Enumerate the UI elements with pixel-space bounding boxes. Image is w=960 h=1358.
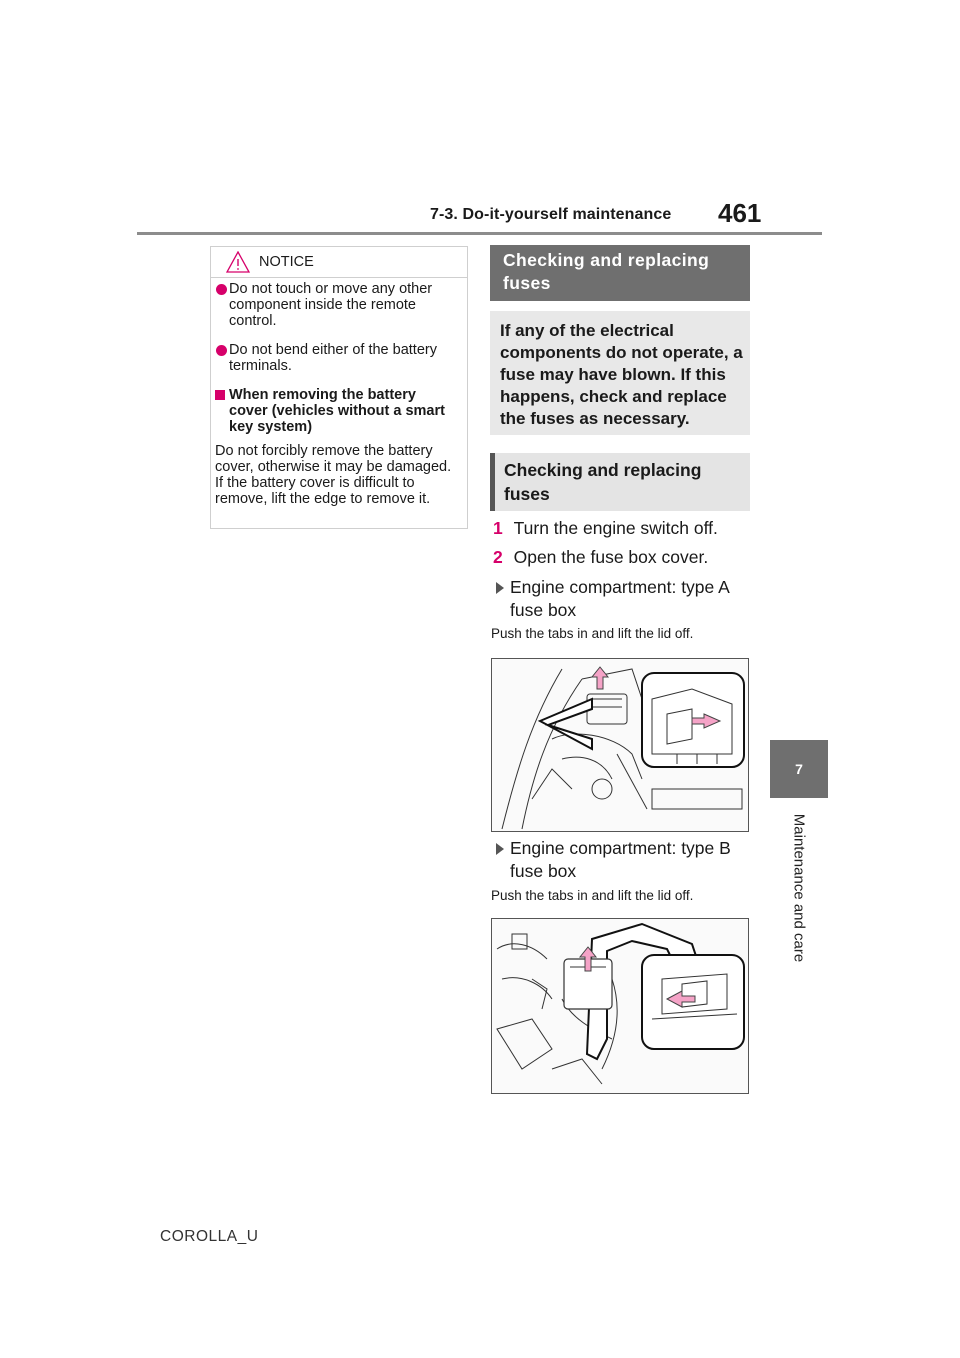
section-title-banner: Checking and replacing fuses: [490, 245, 750, 301]
header-rule: [137, 232, 822, 235]
item-caption: Push the tabs in and lift the lid off.: [491, 626, 694, 641]
subsection-title-banner: Checking and replacing fuses: [490, 453, 750, 511]
notice-subheading: When removing the battery cover (vehicles without a smart key system): [229, 387, 445, 435]
section-lead: If any of the electrical components do not operate, a fuse may have blown. If this happens, check and replace the fuses as necessary.: [490, 311, 750, 435]
step-text: Turn the engine switch off.: [513, 518, 718, 538]
step-number: 2: [493, 547, 503, 567]
item-type-b: Engine compartment: type B fuse box: [510, 838, 731, 881]
notice-bullet: Do not bend either of the battery terminals.: [229, 342, 437, 374]
item-type-a: Engine compartment: type A fuse box: [510, 577, 729, 620]
notice-box: [210, 246, 468, 529]
bullet-square-icon: [215, 390, 225, 400]
fuse-box-b-illustration: [491, 918, 749, 1094]
page-number: 461: [718, 198, 762, 228]
triangle-arrow-icon: [496, 843, 504, 855]
bullet-circle-icon: [216, 345, 227, 356]
engine-compartment-a-drawing: [492, 659, 748, 831]
notice-label: NOTICE: [259, 254, 314, 270]
chapter-title: Maintenance and care: [790, 813, 808, 963]
chapter-tab[interactable]: 7: [770, 740, 828, 798]
fuse-box-a-illustration: [491, 658, 749, 832]
step-2: [493, 547, 708, 568]
warning-triangle-icon: [226, 251, 250, 273]
notice-header: [211, 247, 467, 278]
triangle-arrow-icon: [496, 582, 504, 594]
footer-model: COROLLA_U: [160, 1228, 259, 1245]
notice-bullet: Do not touch or move any other component inside the remote control.: [229, 281, 433, 329]
bullet-circle-icon: [216, 284, 227, 295]
notice-body: Do not forcibly remove the battery cover, otherwise it may be damaged. If the battery cover is difficult to remove, lift the edge to remove it.: [215, 443, 452, 507]
step-number: 1: [493, 518, 503, 538]
step-text: Open the fuse box cover.: [513, 547, 709, 567]
section-header-title: 7-3. Do-it-yourself maintenance: [430, 206, 672, 223]
engine-compartment-b-drawing: [492, 919, 748, 1093]
item-caption: Push the tabs in and lift the lid off.: [491, 888, 694, 903]
step-1: [493, 518, 718, 539]
